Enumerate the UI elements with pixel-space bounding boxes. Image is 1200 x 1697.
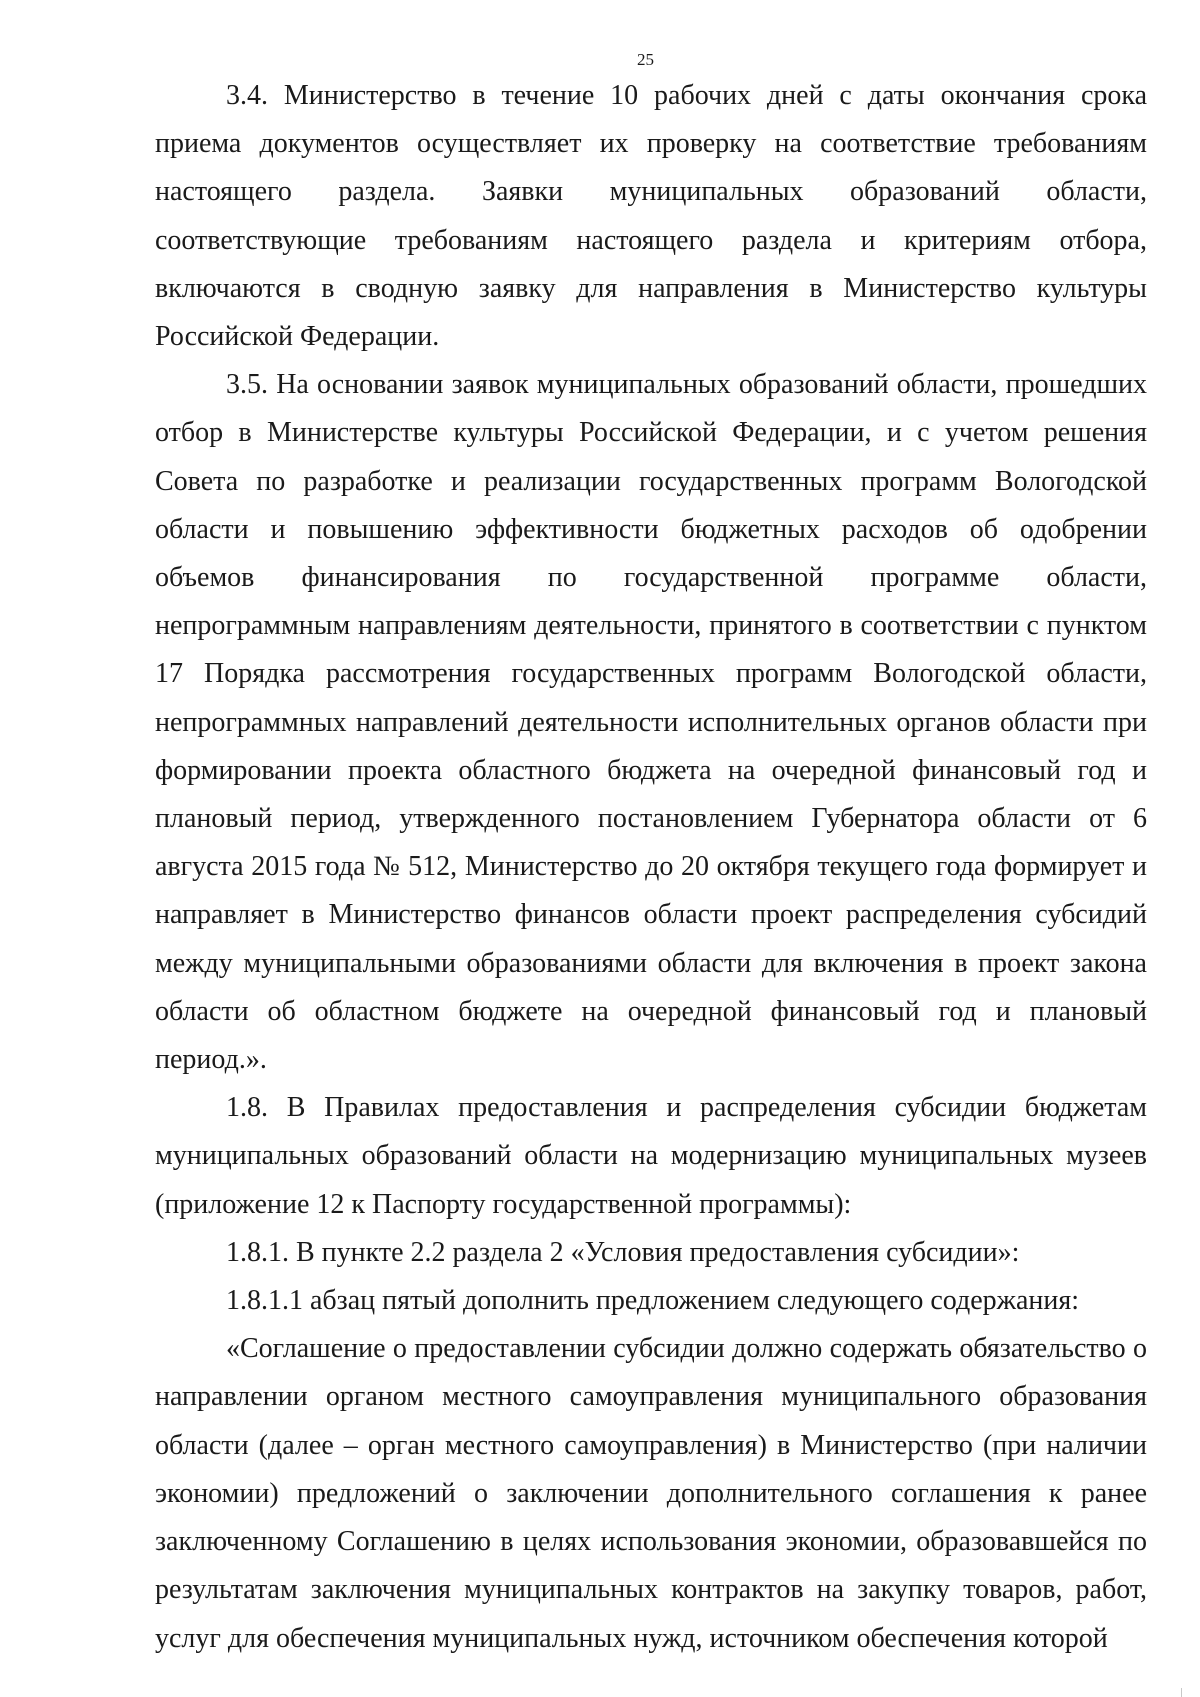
page-number: 25: [637, 50, 654, 69]
paragraph-3-5: 3.5. На основании заявок муниципальных образований области, прошедших отбор в Министерстве культуры Российской Федерации, и с учетом решения Совета по разработке и реализации государственных программ Вологодской области и повышению эффективности бюджетных расходов об одобрении объемов финансирования по государственной программе области, непрограммным направлениям деятельности, принятого в соответствии с пунктом 17 Порядка рассмотрения государственных программ Вологодской области, непрограммных направлений деятельности исполнительных органов области при формировании проекта областного бюджета на очередной финансовый год и плановый период, утвержденного постановлением Губернатора области от 6 августа 2015 года № 512, Министерство до 20 октября текущего года формирует и направляет в Министерство финансов области проект распределения субсидий между муниципальными образованиями области для включения в проект закона области об областном бюджете на очередной финансовый год и плановый период.».: [155, 369, 1147, 1076]
paragraph-agreement-quote: «Соглашение о предоставлении субсидии должно содержать обязательство о направлении органом местного самоуправления муниципального образования области (далее – орган местного самоуправления) в Министерство (при наличии экономии) предложений о заключении дополнительного соглашения к ранее заключенному Соглашению в целях использования экономии, образовавшейся по результатам заключения муниципальных контрактов на закупку товаров, работ, услуг для обеспечения муниципальных нужд, источником обеспечения которой: [155, 1333, 1147, 1654]
paragraph-1-8-1-1: 1.8.1.1 абзац пятый дополнить предложением следующего содержания:: [226, 1285, 1080, 1317]
paragraph-3-4: 3.4. Министерство в течение 10 рабочих дней с даты окончания срока приема документов осуществляет их проверку на соответствие требованиям настоящего раздела. Заявки муниципальных образований области, соответствующие требованиям настоящего раздела и критериям отбора, включаются в сводную заявку для направления в Министерство культуры Российской Федерации.: [155, 80, 1147, 353]
document-body: [155, 72, 1147, 1663]
paragraph-1-8: 1.8. В Правилах предоставления и распределения субсидии бюджетам муниципальных образований области на модернизацию муниципальных музеев (приложение 12 к Паспорту государственной программы):: [155, 1092, 1147, 1220]
scan-artifact: [1181, 1688, 1182, 1697]
paragraph-1-8-1: 1.8.1. В пункте 2.2 раздела 2 «Условия предоставления субсидии»:: [226, 1236, 1020, 1268]
